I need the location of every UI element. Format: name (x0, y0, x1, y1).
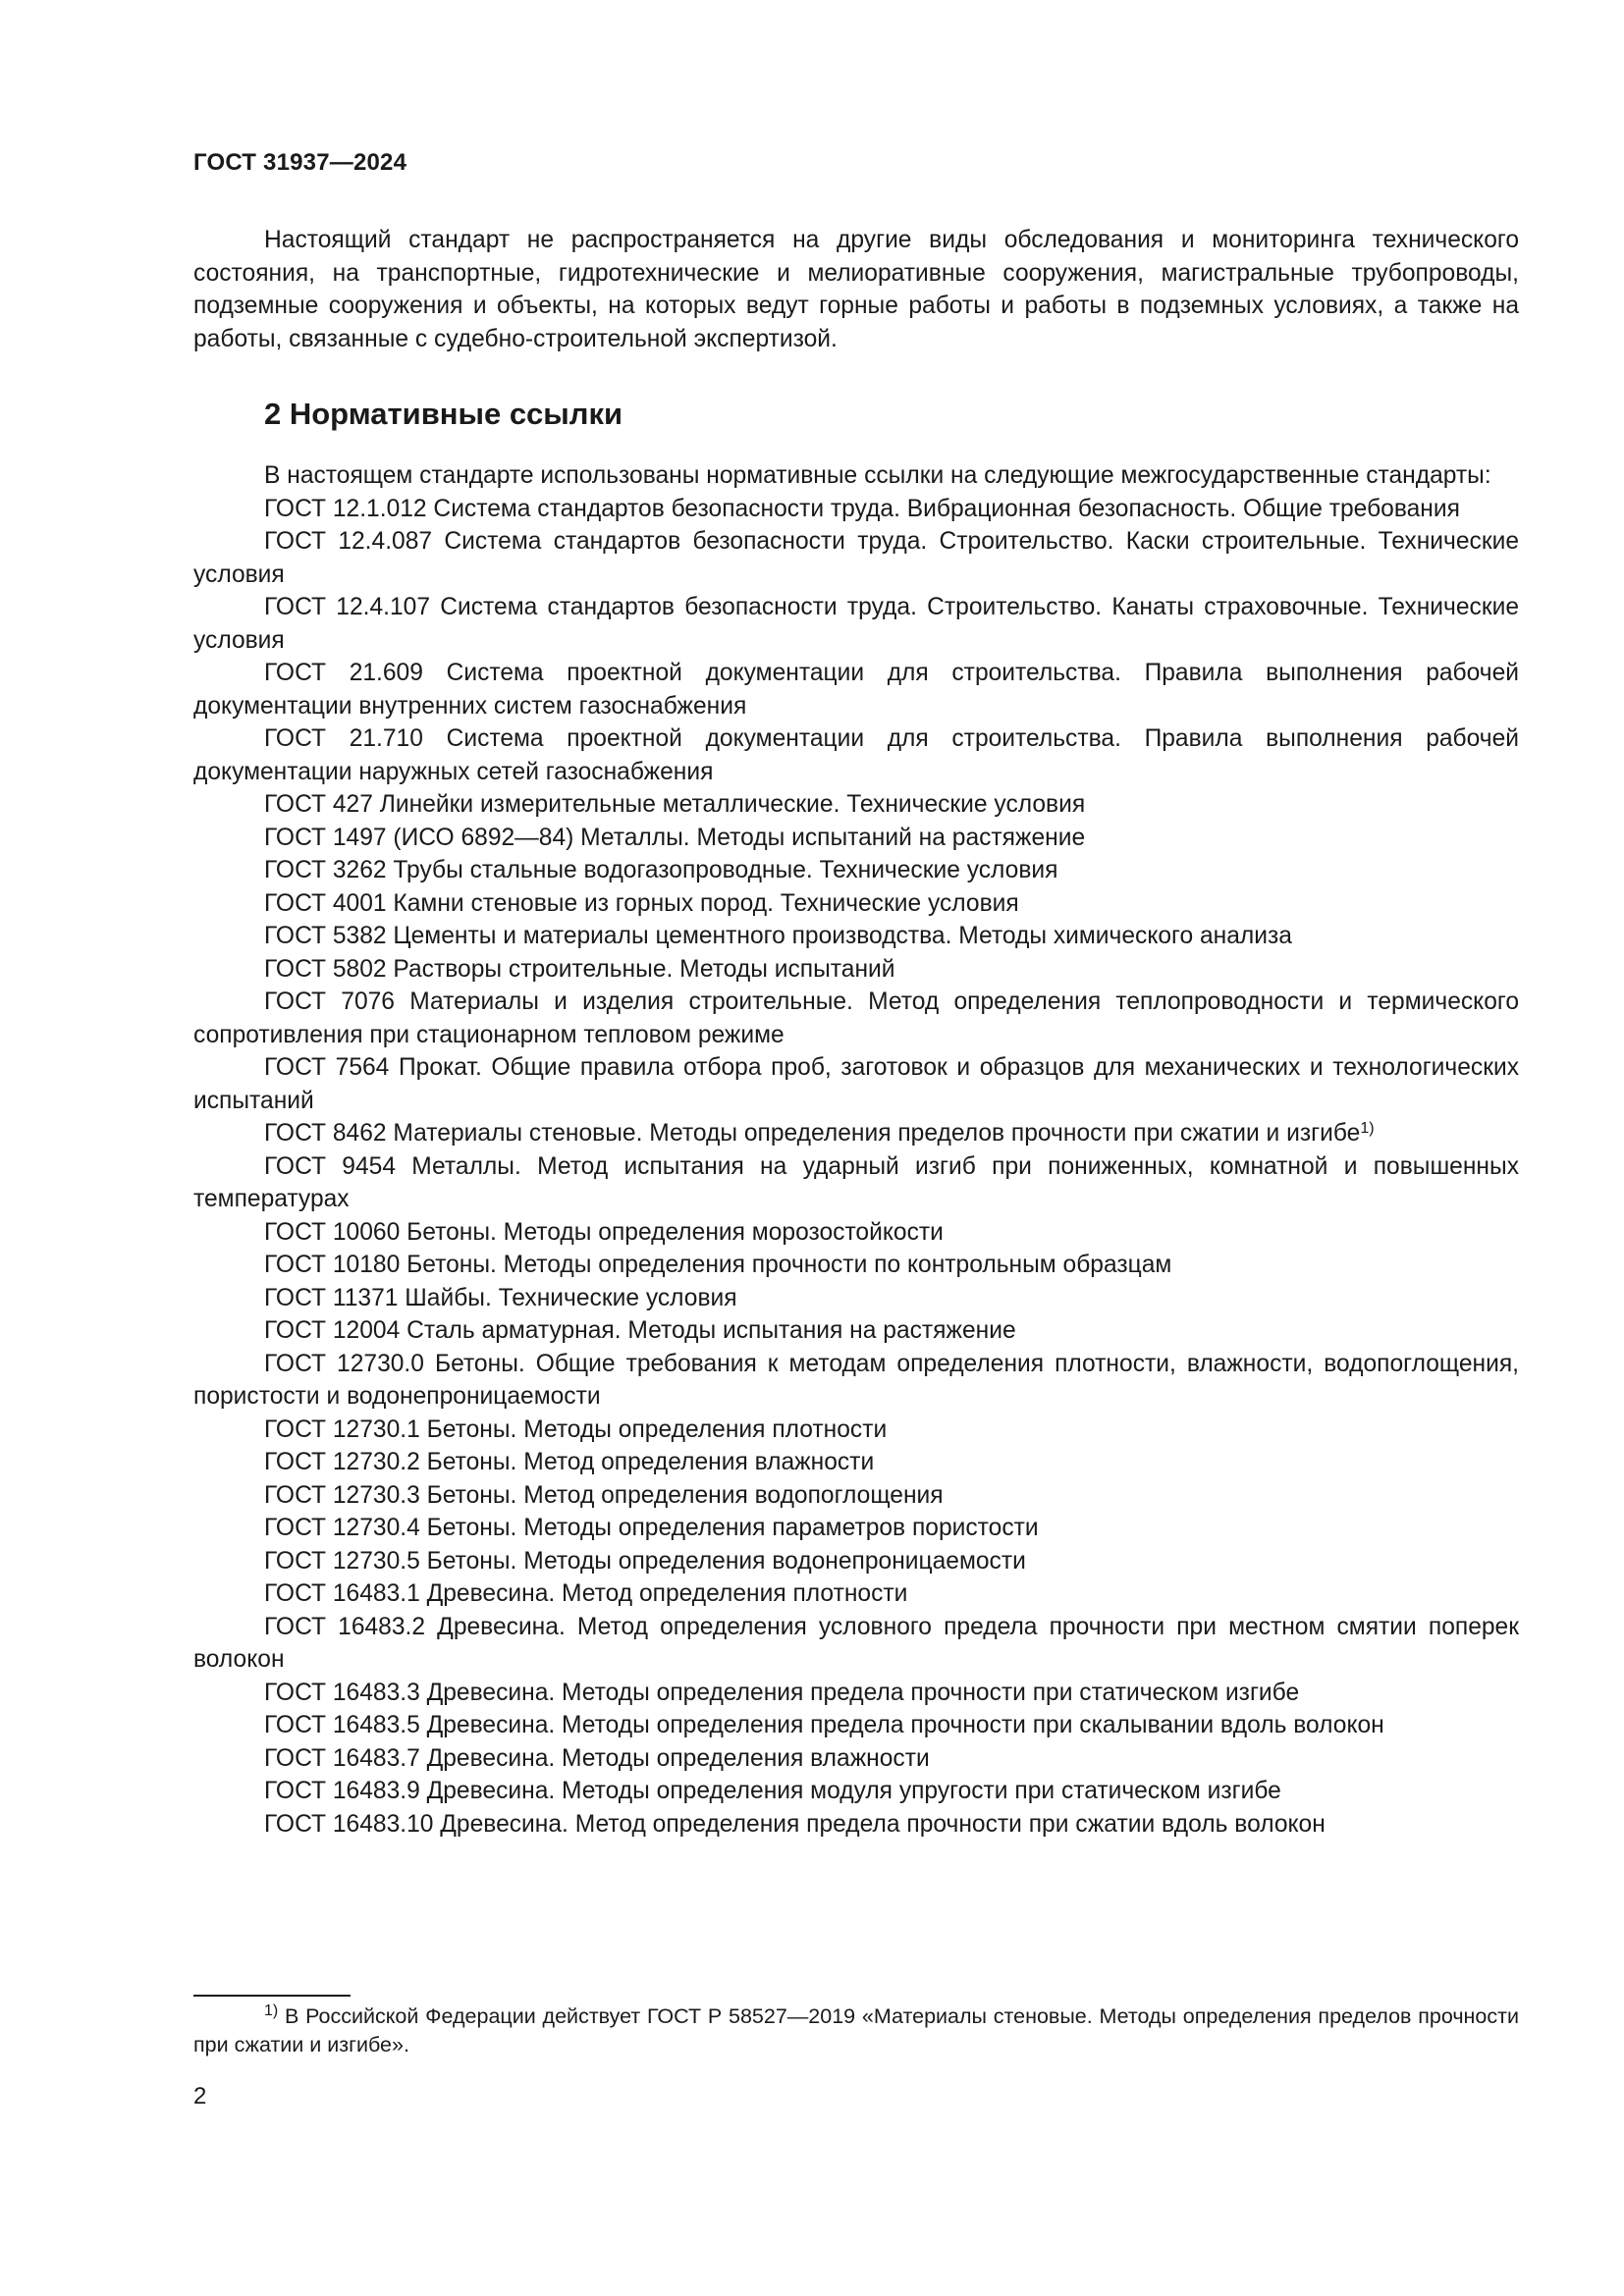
reference-item: ГОСТ 7076 Материалы и изделия строительные. Метод определения теплопроводности и термического сопротивления при стационарном тепловом режиме (193, 988, 1519, 1048)
reference-item-text: ГОСТ 8462 Материалы стеновые. Методы определения пределов прочности при сжатии и изгибе (264, 1120, 1361, 1147)
reference-item: ГОСТ 9454 Металлы. Метод испытания на ударный изгиб при пониженных, комнатной и повышенных температурах (193, 1152, 1519, 1212)
reference-item: ГОСТ 3262 Трубы стальные водогазопроводные. Технические условия (264, 857, 1058, 883)
section-heading-normative-references: 2 Нормативные ссылки (264, 397, 623, 431)
reference-item: ГОСТ 10060 Бетоны. Методы определения морозостойкости (264, 1218, 944, 1246)
references-lead-paragraph: В настоящем стандарте использованы нормативные ссылки на следующие межгосударственные стандарты: (264, 462, 1491, 489)
reference-item: ГОСТ 12.1.012 Система стандартов безопасности труда. Вибрационная безопасность. Общие требования (264, 495, 1460, 522)
reference-item: ГОСТ 21.609 Система проектной документации для строительства. Правила выполнения рабочей документации внутренних систем газоснабжения (193, 660, 1519, 720)
reference-item: ГОСТ 16483.7 Древесина. Методы определения влажности (264, 1744, 930, 1772)
reference-item: ГОСТ 16483.3 Древесина. Методы определения предела прочности при статическом изгибе (264, 1679, 1300, 1706)
reference-item: ГОСТ 12730.1 Бетоны. Методы определения плотности (264, 1415, 888, 1443)
reference-item: ГОСТ 12730.2 Бетоны. Метод определения влажности (264, 1449, 875, 1475)
footnote-marker: 1) (1360, 1120, 1375, 1137)
reference-item: ГОСТ 16483.9 Древесина. Методы определения модуля упругости при статическом изгибе (264, 1778, 1281, 1804)
reference-item: ГОСТ 7564 Прокат. Общие правила отбора проб, заготовок и образцов для механических и технологических испытаний (193, 1054, 1519, 1114)
footnote (193, 2002, 1519, 2059)
reference-item: ГОСТ 12730.0 Бетоны. Общие требования к методам определения плотности, влажности, водопоглощения, пористости и водонепроницаемости (193, 1350, 1519, 1410)
reference-item: ГОСТ 5802 Растворы строительные. Методы испытаний (264, 955, 895, 983)
scope-exclusion-paragraph: Настоящий стандарт не распространяется на другие виды обследования и мониторинга технического состояния, на транспортные, гидротехнические и мелиоративные сооружения, магистральные трубопроводы, подземные сооружения и объекты, на которых ведут горные работы и работы в подземных условиях, а также на работы, связанные с судебно-строительной экспертизой. (193, 227, 1519, 352)
reference-item: ГОСТ 12004 Сталь арматурная. Методы испытания на растяжение (264, 1317, 1016, 1344)
reference-item: ГОСТ 12730.4 Бетоны. Методы определения параметров пористости (264, 1515, 1039, 1541)
normative-references-list (193, 459, 1519, 1841)
reference-item: ГОСТ 16483.5 Древесина. Методы определения предела прочности при скалывании вдоль волокон (264, 1712, 1384, 1738)
footnote-text: В Российской Федерации действует ГОСТ Р 58527—2019 «Материалы стеновые. Методы определения пределов прочности при сжатии и изгибе». (193, 2004, 1519, 2056)
reference-item: ГОСТ 12.4.107 Система стандартов безопасности труда. Строительство. Канаты страховочные. Технические условия (193, 594, 1519, 654)
reference-item: ГОСТ 4001 Камни стеновые из горных пород. Технические условия (264, 889, 1019, 917)
footnote-separator (193, 1995, 351, 1997)
reference-item: ГОСТ 427 Линейки измерительные металлические. Технические условия (264, 791, 1086, 818)
footnote-marker: 1) (264, 2002, 279, 2019)
reference-item: ГОСТ 12730.5 Бетоны. Методы определения водонепроницаемости (264, 1547, 1026, 1575)
page-number: 2 (193, 2083, 207, 2109)
reference-item: ГОСТ 16483.2 Древесина. Метод определения условного предела прочности при местном смятии поперек волокон (193, 1613, 1519, 1673)
reference-item: ГОСТ 12.4.087 Система стандартов безопасности труда. Строительство. Каски строительные. Технические условия (193, 528, 1519, 588)
reference-item: ГОСТ 11371 Шайбы. Технические условия (264, 1284, 737, 1311)
reference-item-with-footnote (193, 1117, 1519, 1150)
reference-item: ГОСТ 16483.1 Древесина. Метод определения плотности (264, 1580, 908, 1607)
reference-item: ГОСТ 1497 (ИСО 6892—84) Металлы. Методы испытаний на растяжение (264, 824, 1086, 851)
reference-item: ГОСТ 10180 Бетоны. Методы определения прочности по контрольным образцам (264, 1252, 1172, 1278)
document-code-header: ГОСТ 31937—2024 (193, 149, 407, 176)
reference-item: ГОСТ 12730.3 Бетоны. Метод определения водопоглощения (264, 1481, 944, 1509)
reference-item: ГОСТ 5382 Цементы и материалы цементного производства. Методы химического анализа (264, 923, 1292, 949)
reference-item: ГОСТ 21.710 Система проектной документации для строительства. Правила выполнения рабочей документации наружных сетей газоснабжения (193, 725, 1519, 785)
reference-item: ГОСТ 16483.10 Древесина. Метод определения предела прочности при сжатии вдоль волокон (264, 1810, 1326, 1838)
